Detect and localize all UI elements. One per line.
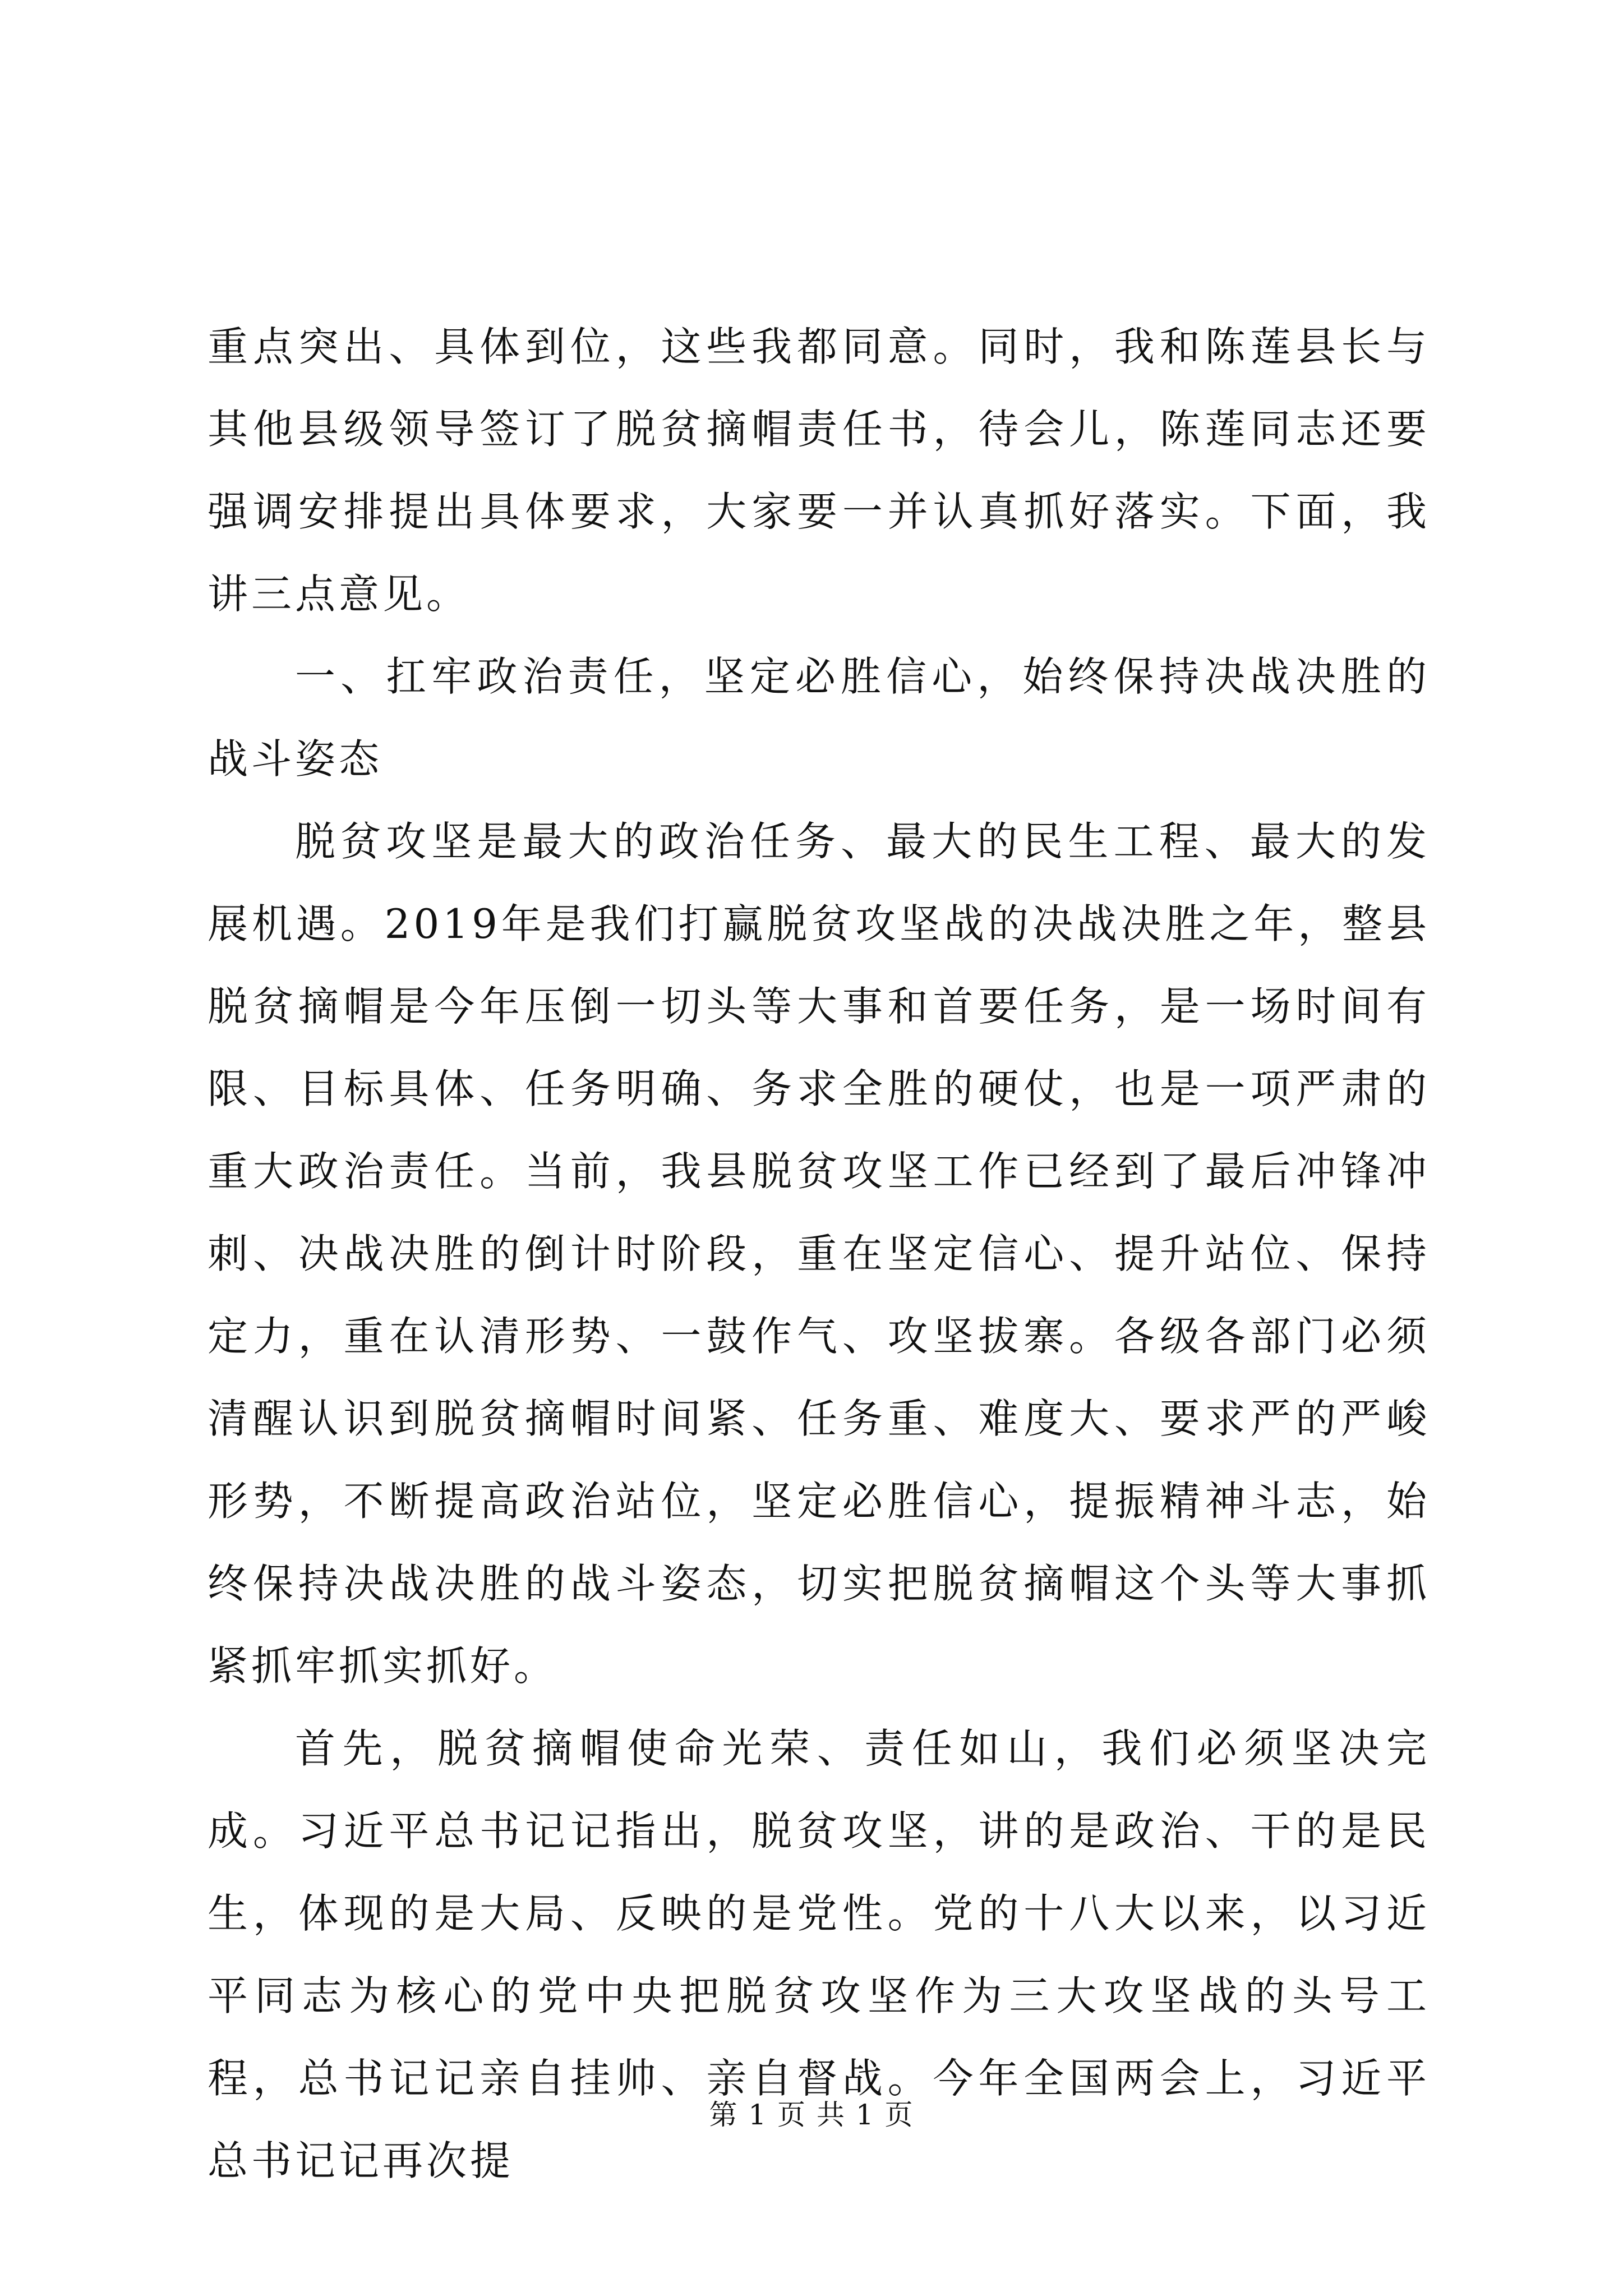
paragraph: 脱贫攻坚是最大的政治任务、最大的民生工程、最大的发展机遇。2019年是我们打赢脱贫攻坚战的决战决胜之年，整县脱贫摘帽是今年压倒一切头等大事和首要任务，是一场时间有限、目标具体、任务明确、务求全胜的硬仗，也是一项严肃的重大政治责任。当前，我县脱贫攻坚工作已经到了最后冲锋冲刺、决战决胜的倒计时阶段，重在坚定信心、提升站位、保持定力，重在认清形势、一鼓作气、攻坚拔寨。各级各部门必须清醒认识到脱贫摘帽时间紧、任务重、难度大、要求严的严峻形势，不断提高政治站位，坚定必胜信心，提振精神斗志，始终保持决战决胜的战斗姿态，切实把脱贫摘帽这个头等大事抓紧抓牢抓实抓好。	[208, 818, 1430, 1690]
document-body	[208, 306, 1430, 2202]
page-footer: 第 1 页 共 1 页	[709, 2099, 914, 2131]
paragraph-continuation: 重点突出、具体到位，这些我都同意。同时，我和陈莲县长与其他县级领导签订了脱贫摘帽责任书，待会儿，陈莲同志还要强调安排提出具体要求，大家要一并认真抓好落实。下面，我讲三点意见。	[208, 323, 1430, 618]
section-heading: 一、扛牢政治责任，坚定必胜信心，始终保持决战决胜的战斗姿态	[208, 653, 1430, 783]
paragraph: 首先，脱贫摘帽使命光荣、责任如山，我们必须坚决完成。习近平总书记记指出，脱贫攻坚，讲的是政治、干的是民生，体现的是大局、反映的是党性。党的十八大以来，以习近平同志为核心的党中央把脱贫攻坚作为三大攻坚战的头号工程，总书记记亲自挂帅、亲自督战。今年全国两会上，习近平总书记记再次提	[208, 1725, 1430, 2184]
